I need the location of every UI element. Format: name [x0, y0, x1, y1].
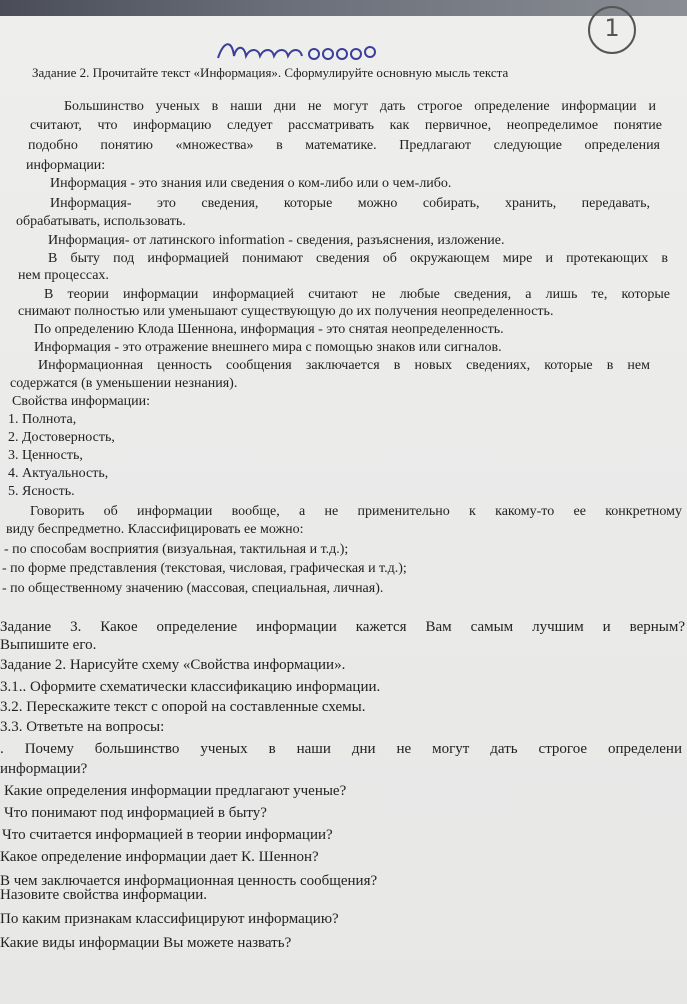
task-line: Что понимают под информацией в быту? [4, 805, 267, 821]
text-line: 5. Ясность. [8, 484, 75, 499]
text-line: 4. Актуальность, [8, 466, 109, 481]
text-line: 1. Полнота, [8, 412, 77, 427]
task-line: Какое определение информации дает К. Шеннон? [0, 849, 319, 865]
text-line: информации: [26, 158, 106, 173]
task-line: информации? [0, 761, 88, 777]
text-line: считают, что информацию следует рассматривать как первичное, неопределимое понятие [30, 118, 662, 133]
task-line: Что считается информацией в теории информации? [2, 827, 333, 843]
task-line: Выпишите его. [0, 637, 97, 653]
photo-top-edge [0, 0, 687, 16]
text-line: Информационная ценность сообщения заключается в новых сведениях, которые в нем [38, 358, 650, 373]
text-line: Говорить об информации вообще, а не применительно к какому-то ее конкретному [30, 504, 682, 519]
text-line: 2. Достоверность, [8, 430, 115, 445]
text-line: Большинство ученых в наши дни не могут дать строгое определение информации и [64, 99, 656, 114]
text-line: - по общественному значению (массовая, специальная, личная). [2, 581, 384, 596]
text-line: Информация - это отражение внешнего мира с помощью знаков или сигналов. [34, 340, 502, 355]
text-line: В теории информации информацией считают не любые сведения, а лишь те, которые [44, 287, 670, 302]
text-line: 3. Ценность, [8, 448, 83, 463]
task-line: . Почему большинство ученых в наши дни не могут дать строгое определени [0, 741, 682, 757]
assignment-heading: Задание 2. Прочитайте текст «Информация». Сформулируйте основную мысль текста [32, 65, 509, 80]
text-line: обрабатывать, использовать. [16, 214, 186, 229]
task-line: 3.3. Ответьте на вопросы: [0, 719, 165, 735]
task-line: 3.1.. Оформите схематически классификацию информации. [0, 679, 381, 695]
text-line: содержатся (в уменьшении незнания). [10, 376, 238, 391]
text-line: Информация - это знания или сведения о ком-либо или о чем-либо. [50, 176, 452, 191]
text-line: Информация- от латинского information - сведения, разъяснения, изложение. [48, 233, 505, 248]
task-line: Задание 2. Нарисуйте схему «Свойства информации». [0, 657, 346, 673]
task-line: Задание 3. Какое определение информации кажется Вам самым лучшим и верным? [0, 619, 685, 635]
text-line: Информация- это сведения, которые можно собирать, хранить, передавать, [50, 196, 650, 211]
text-line: подобно понятию «множества» в математике. Предлагают следующие определения [28, 138, 660, 153]
text-line: По определению Клода Шеннона, информация - это снятая неопределенность. [34, 322, 504, 337]
text-line: Свойства информации: [12, 394, 151, 409]
text-line: снимают полностью или уменьшают существующую до их получения неопределенность. [18, 304, 554, 319]
handwritten-scribble [210, 36, 380, 66]
text-line: В быту под информацией понимают сведения об окружающем мире и протекающих в [48, 251, 668, 266]
task-line: В чем заключается информационная ценность сообщения? [0, 873, 378, 889]
circled-page-number: 1 [588, 6, 636, 54]
text-line: нем процессах. [18, 268, 109, 283]
text-line: виду беспредметно. Классифицировать ее можно: [6, 522, 304, 537]
text-line: - по способам восприятия (визуальная, тактильная и т.д.); [4, 542, 349, 557]
task-line: Назовите свойства информации. [0, 887, 207, 903]
task-line: Какие виды информации Вы можете назвать? [0, 935, 292, 951]
task-line: Какие определения информации предлагают ученые? [4, 783, 347, 799]
task-line: По каким признакам классифицируют информацию? [0, 911, 339, 927]
task-line: 3.2. Перескажите текст с опорой на составленные схемы. [0, 699, 366, 715]
text-line: - по форме представления (текстовая, числовая, графическая и т.д.); [2, 561, 407, 576]
